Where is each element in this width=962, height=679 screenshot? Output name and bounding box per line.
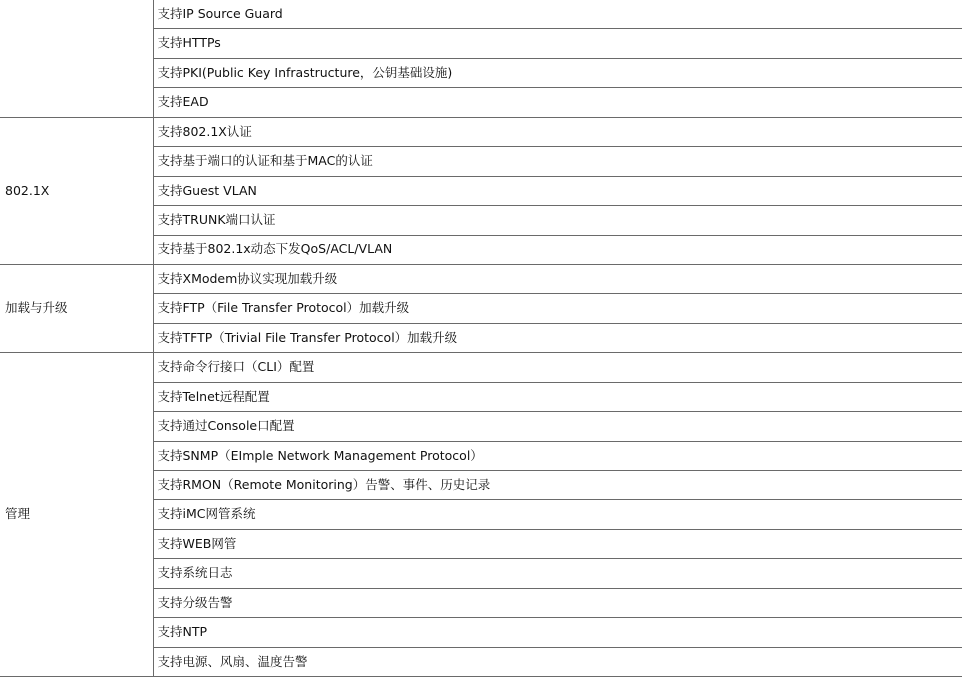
table-row: [0, 264, 962, 293]
feature-cell: 支持SNMP（EImple Network Management Protocol）: [153, 441, 962, 470]
table-row: [0, 353, 962, 382]
feature-cell: 支持PKI(Public Key Infrastructure，公钥基础设施): [153, 58, 962, 87]
feature-cell: 支持基于端口的认证和基于MAC的认证: [153, 147, 962, 176]
feature-cell: 支持TFTP（Trivial File Transfer Protocol）加载升级: [153, 323, 962, 352]
category-cell: 802.1X: [0, 117, 153, 264]
feature-cell: 支持NTP: [153, 618, 962, 647]
feature-cell: 支持分级告警: [153, 588, 962, 617]
category-cell: 加载与升级: [0, 264, 153, 352]
feature-cell: 支持Guest VLAN: [153, 176, 962, 205]
category-cell: [0, 0, 153, 117]
table-row: [0, 117, 962, 146]
feature-cell: 支持基于802.1x动态下发QoS/ACL/VLAN: [153, 235, 962, 264]
feature-cell: 支持802.1X认证: [153, 117, 962, 146]
feature-cell: 支持命令行接口（CLI）配置: [153, 353, 962, 382]
feature-cell: 支持XModem协议实现加载升级: [153, 264, 962, 293]
feature-cell: 支持iMC网管系统: [153, 500, 962, 529]
feature-cell: 支持HTTPs: [153, 29, 962, 58]
feature-cell: 支持电源、风扇、温度告警: [153, 647, 962, 676]
feature-cell: 支持IP Source Guard: [153, 0, 962, 29]
feature-cell: 支持FTP（File Transfer Protocol）加载升级: [153, 294, 962, 323]
feature-cell: 支持WEB网管: [153, 529, 962, 558]
feature-cell: 支持RMON（Remote Monitoring）告警、事件、历史记录: [153, 471, 962, 500]
category-cell: 管理: [0, 353, 153, 677]
feature-cell: 支持EAD: [153, 88, 962, 117]
table-row: [0, 0, 962, 29]
feature-cell: 支持Telnet远程配置: [153, 382, 962, 411]
feature-cell: 支持TRUNK端口认证: [153, 206, 962, 235]
feature-cell: 支持通过Console口配置: [153, 412, 962, 441]
feature-cell: 支持系统日志: [153, 559, 962, 588]
